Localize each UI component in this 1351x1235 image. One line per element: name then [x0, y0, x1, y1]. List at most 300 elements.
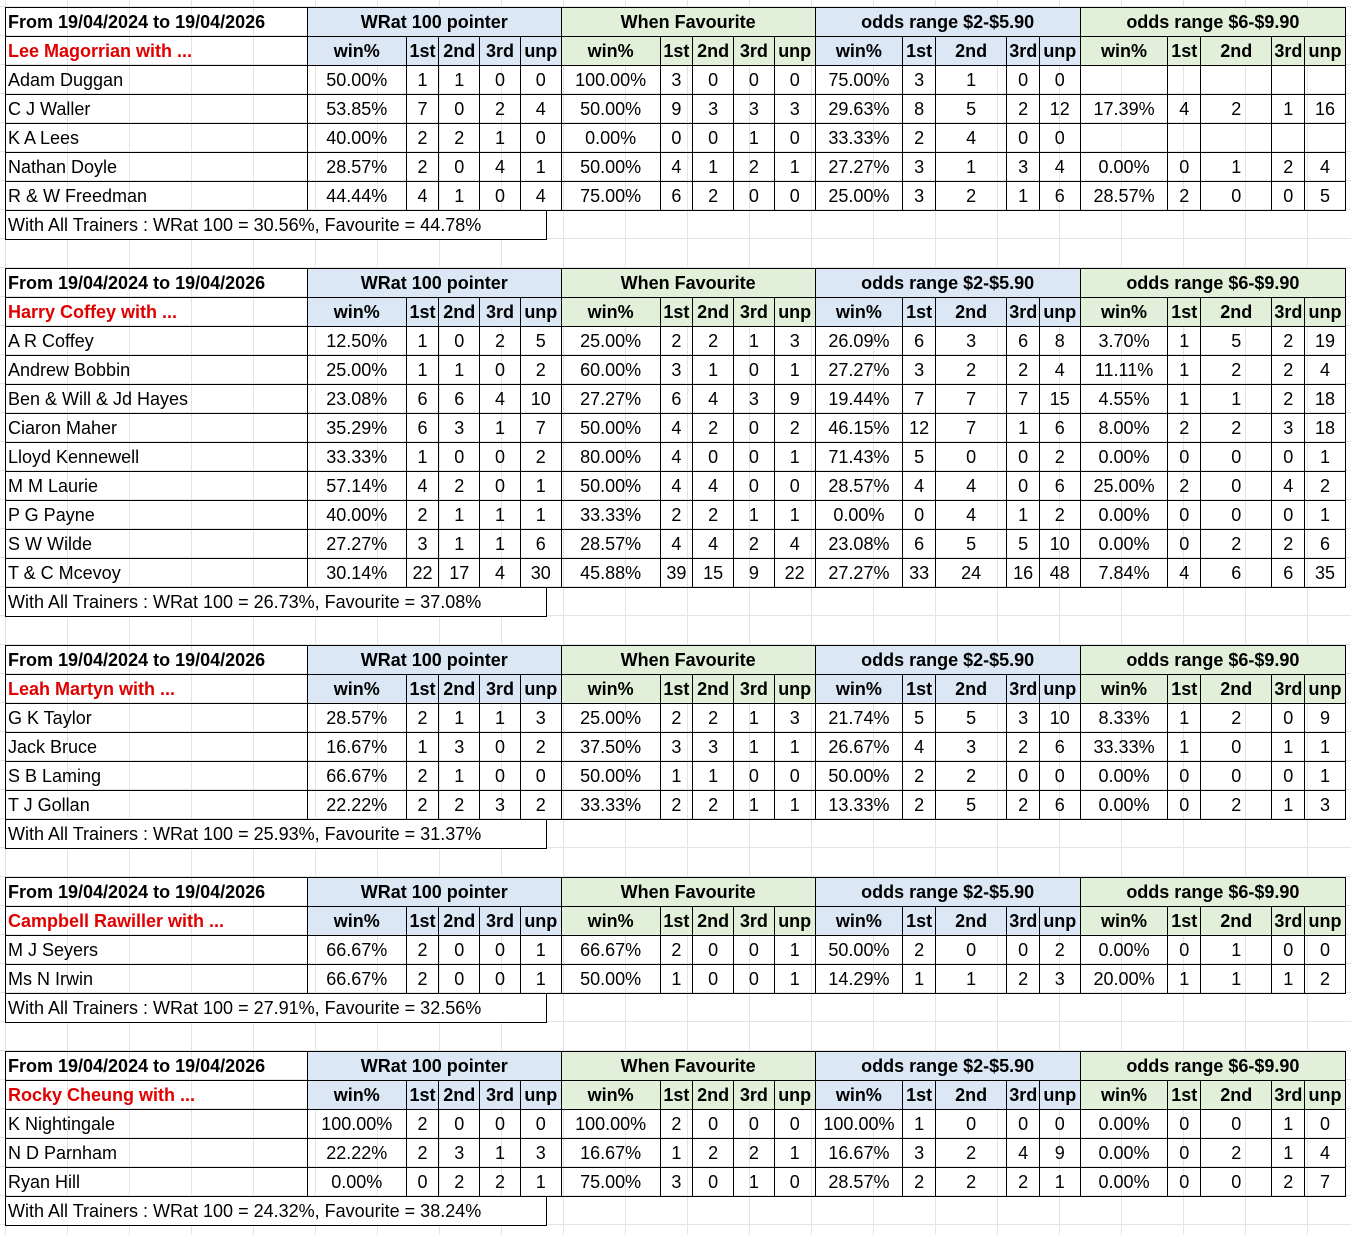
stat-cell: 22.22%: [307, 791, 406, 820]
stat-cell: 8.33%: [1080, 704, 1168, 733]
stat-cell: 6: [1039, 472, 1080, 501]
stat-cell: 15: [1039, 385, 1080, 414]
stat-cell: 0: [439, 936, 480, 965]
stat-cell: 5: [903, 443, 936, 472]
stat-cell: 2: [406, 1110, 439, 1139]
stat-cell: 5: [1007, 530, 1040, 559]
column-header: 2nd: [935, 37, 1006, 66]
stat-cell: 16: [1305, 95, 1346, 124]
stat-cell: 6: [520, 530, 561, 559]
stat-cell: 0: [1201, 472, 1272, 501]
stat-cell: 1: [520, 965, 561, 994]
column-header: win%: [1080, 1081, 1168, 1110]
stat-cell: 0: [1201, 733, 1272, 762]
stat-cell: 46.15%: [815, 414, 903, 443]
stat-cell: 1: [660, 1139, 693, 1168]
stat-cell: 0.00%: [1080, 530, 1168, 559]
column-header: 1st: [660, 1081, 693, 1110]
column-header: 3rd: [1007, 37, 1040, 66]
stat-cell: 0.00%: [1080, 501, 1168, 530]
stat-cell: 11.11%: [1080, 356, 1168, 385]
stat-cell: 66.67%: [307, 762, 406, 791]
stat-cell: 0: [1272, 704, 1305, 733]
stat-cell: 4: [1007, 1139, 1040, 1168]
stat-cell: 1: [406, 327, 439, 356]
column-header: unp: [1305, 298, 1346, 327]
column-header: 1st: [406, 1081, 439, 1110]
stat-cell: 7: [1007, 385, 1040, 414]
stat-cell: 1: [734, 733, 775, 762]
group-header: WRat 100 pointer: [307, 878, 561, 907]
stat-cell: 1: [439, 530, 480, 559]
column-header: unp: [774, 298, 815, 327]
column-header: 1st: [660, 675, 693, 704]
column-header: 3rd: [1272, 298, 1305, 327]
group-header: When Favourite: [561, 878, 815, 907]
stat-cell: 3: [1305, 791, 1346, 820]
table-row: [6, 936, 1346, 965]
stat-cell: 22: [406, 559, 439, 588]
stat-cell: 2: [693, 791, 734, 820]
stat-cell: 1: [734, 704, 775, 733]
jockey-name: Rocky Cheung with ...: [6, 1081, 308, 1110]
column-header: 3rd: [1007, 675, 1040, 704]
column-header: 2nd: [439, 1081, 480, 1110]
stat-cell: 0.00%: [1080, 936, 1168, 965]
stat-cell: 1: [1007, 414, 1040, 443]
column-header: 2nd: [935, 298, 1006, 327]
stat-cell: 1: [1201, 965, 1272, 994]
stat-cell: 12.50%: [307, 327, 406, 356]
stat-cell: 1: [480, 124, 521, 153]
stat-cell: 1: [1168, 733, 1201, 762]
group-header: odds range $6-$9.90: [1080, 8, 1345, 37]
stat-cell: 0: [734, 414, 775, 443]
stat-cell: 44.44%: [307, 182, 406, 211]
stat-cell: 1: [520, 153, 561, 182]
column-header: unp: [1305, 37, 1346, 66]
stat-cell: 1: [439, 704, 480, 733]
column-header: 3rd: [734, 907, 775, 936]
stat-cell: 7: [935, 385, 1006, 414]
stat-cell: 3: [1272, 414, 1305, 443]
trainer-name: K Nightingale: [6, 1110, 308, 1139]
trainer-name: M M Laurie: [6, 472, 308, 501]
column-header: 2nd: [693, 907, 734, 936]
stat-cell: 2: [935, 762, 1006, 791]
stat-cell: 19.44%: [815, 385, 903, 414]
column-header: win%: [561, 298, 660, 327]
stat-cell: 1: [480, 704, 521, 733]
table-row: [6, 733, 1346, 762]
column-header: 2nd: [1201, 907, 1272, 936]
stat-cell: 2: [693, 327, 734, 356]
column-header-row: [6, 675, 1346, 704]
stat-cell: 40.00%: [307, 501, 406, 530]
stat-cell: 1: [774, 1139, 815, 1168]
stat-cell: 10: [1039, 704, 1080, 733]
column-header: 3rd: [480, 907, 521, 936]
table-row: [6, 95, 1346, 124]
stat-cell: 18: [1305, 385, 1346, 414]
stat-cell: 17: [439, 559, 480, 588]
stat-cell: 0: [480, 936, 521, 965]
stat-cell: 0: [935, 443, 1006, 472]
stat-cell: 0: [480, 356, 521, 385]
summary-text: With All Trainers : WRat 100 = 27.91%, Favourite = 32.56%: [5, 994, 547, 1023]
stat-cell: 1: [1305, 443, 1346, 472]
stat-cell: 1: [774, 936, 815, 965]
column-header: 2nd: [439, 675, 480, 704]
stat-cell: 2: [1007, 1168, 1040, 1197]
jockey-block: [5, 877, 1346, 1023]
column-header: 1st: [406, 675, 439, 704]
column-header: unp: [1039, 298, 1080, 327]
stat-cell: 2: [903, 936, 936, 965]
stat-cell: 2: [520, 356, 561, 385]
stat-cell: 1: [935, 153, 1006, 182]
stat-cell: 5: [903, 704, 936, 733]
stat-cell: 0: [734, 1110, 775, 1139]
jockey-name: Campbell Rawiller with ...: [6, 907, 308, 936]
stat-cell: 1: [1305, 733, 1346, 762]
table-row: [6, 559, 1346, 588]
trainer-name: Ms N Irwin: [6, 965, 308, 994]
stat-cell: 1: [1168, 385, 1201, 414]
stat-cell: [1272, 124, 1305, 153]
stat-cell: 13.33%: [815, 791, 903, 820]
stat-cell: 2: [480, 95, 521, 124]
stat-cell: 2: [406, 965, 439, 994]
stat-cell: 0: [439, 965, 480, 994]
stat-cell: 3: [774, 327, 815, 356]
stat-cell: 35: [1305, 559, 1346, 588]
table-row: [6, 530, 1346, 559]
stat-cell: 0: [1305, 936, 1346, 965]
column-header: unp: [1305, 675, 1346, 704]
group-header: WRat 100 pointer: [307, 1052, 561, 1081]
stat-cell: 0: [520, 1110, 561, 1139]
trainer-name: Ben & Will & Jd Hayes: [6, 385, 308, 414]
stat-cell: 0: [1168, 1168, 1201, 1197]
stat-cell: 1: [693, 356, 734, 385]
stat-cell: 3: [480, 791, 521, 820]
stat-cell: 0: [1272, 182, 1305, 211]
group-header-row: [6, 8, 1346, 37]
stat-cell: [1080, 66, 1168, 95]
stat-cell: 1: [734, 1168, 775, 1197]
stat-cell: 0: [480, 1110, 521, 1139]
stat-cell: 2: [903, 124, 936, 153]
stat-cell: 16: [1007, 559, 1040, 588]
stat-cell: 3: [406, 530, 439, 559]
stat-cell: 6: [903, 327, 936, 356]
group-header: odds range $6-$9.90: [1080, 269, 1345, 298]
stat-cell: 2: [1272, 530, 1305, 559]
stat-cell: 4: [693, 385, 734, 414]
column-header: win%: [561, 1081, 660, 1110]
trainer-name: Jack Bruce: [6, 733, 308, 762]
stat-cell: 2: [439, 124, 480, 153]
stat-cell: 4: [660, 414, 693, 443]
stat-cell: 3: [903, 182, 936, 211]
group-header: odds range $2-$5.90: [815, 269, 1080, 298]
stat-cell: 3: [693, 733, 734, 762]
stat-cell: 0: [1007, 472, 1040, 501]
column-header: win%: [561, 675, 660, 704]
stat-cell: 0.00%: [1080, 443, 1168, 472]
group-header: When Favourite: [561, 1052, 815, 1081]
column-header: 1st: [903, 907, 936, 936]
group-header: WRat 100 pointer: [307, 646, 561, 675]
stat-cell: 1: [1201, 153, 1272, 182]
stat-cell: 0: [439, 153, 480, 182]
stat-cell: 4: [903, 472, 936, 501]
stat-cell: 0: [1007, 124, 1040, 153]
stat-cell: 4: [480, 559, 521, 588]
stat-cell: 0: [520, 66, 561, 95]
stat-cell: 2: [1201, 530, 1272, 559]
stat-cell: 2: [660, 704, 693, 733]
stat-cell: 0.00%: [1080, 1139, 1168, 1168]
stat-cell: 7: [406, 95, 439, 124]
stat-cell: 2: [774, 414, 815, 443]
column-header: 3rd: [1007, 1081, 1040, 1110]
stat-cell: 0: [734, 762, 775, 791]
stat-cell: 40.00%: [307, 124, 406, 153]
stat-cell: 80.00%: [561, 443, 660, 472]
stat-cell: 5: [935, 704, 1006, 733]
stats-table: [5, 1051, 1346, 1197]
stat-cell: 2: [1039, 936, 1080, 965]
stat-cell: 50.00%: [307, 66, 406, 95]
stat-cell: 33.33%: [561, 501, 660, 530]
stat-cell: 0: [734, 472, 775, 501]
table-row: [6, 385, 1346, 414]
column-header: win%: [307, 1081, 406, 1110]
column-header-row: [6, 37, 1346, 66]
stat-cell: 1: [903, 965, 936, 994]
stat-cell: 0: [734, 66, 775, 95]
group-header: odds range $6-$9.90: [1080, 646, 1345, 675]
trainer-name: Andrew Bobbin: [6, 356, 308, 385]
stat-cell: 1: [520, 936, 561, 965]
stat-cell: 50.00%: [561, 95, 660, 124]
stat-cell: 0: [693, 124, 734, 153]
stat-cell: 60.00%: [561, 356, 660, 385]
stat-cell: 0: [734, 182, 775, 211]
trainer-name: C J Waller: [6, 95, 308, 124]
stat-cell: 1: [439, 356, 480, 385]
stat-cell: 2: [520, 733, 561, 762]
stat-cell: 28.57%: [815, 472, 903, 501]
stat-cell: 5: [935, 95, 1006, 124]
stat-cell: 27.27%: [815, 153, 903, 182]
column-header: 3rd: [734, 37, 775, 66]
period-label: From 19/04/2024 to 19/04/2026: [6, 269, 308, 298]
column-header: 1st: [903, 675, 936, 704]
stat-cell: 4: [693, 530, 734, 559]
trainer-name: M J Seyers: [6, 936, 308, 965]
jockey-name: Leah Martyn with ...: [6, 675, 308, 704]
stat-cell: 1: [774, 733, 815, 762]
stat-cell: 2: [480, 327, 521, 356]
column-header: 2nd: [693, 675, 734, 704]
stat-cell: 2: [1201, 95, 1272, 124]
stat-cell: 1: [734, 124, 775, 153]
stat-cell: 2: [1201, 356, 1272, 385]
summary-text: With All Trainers : WRat 100 = 30.56%, Favourite = 44.78%: [5, 211, 547, 240]
stat-cell: 3: [935, 327, 1006, 356]
table-row: [6, 1139, 1346, 1168]
column-header: win%: [815, 298, 903, 327]
stat-cell: 3: [660, 733, 693, 762]
stat-cell: 1: [1272, 965, 1305, 994]
stat-cell: 6: [406, 414, 439, 443]
group-header: When Favourite: [561, 8, 815, 37]
stat-cell: 1: [1039, 1168, 1080, 1197]
stat-cell: 100.00%: [561, 66, 660, 95]
stat-cell: 27.27%: [561, 385, 660, 414]
stat-cell: 27.27%: [815, 356, 903, 385]
stat-cell: 1: [1305, 762, 1346, 791]
stat-cell: 0: [1168, 1139, 1201, 1168]
stat-cell: 1: [480, 414, 521, 443]
stat-cell: 1: [480, 530, 521, 559]
jockey-block: [5, 1051, 1346, 1226]
group-header-row: [6, 646, 1346, 675]
table-row: [6, 704, 1346, 733]
stat-cell: 28.57%: [307, 153, 406, 182]
stat-cell: 7: [935, 414, 1006, 443]
column-header: 3rd: [1272, 37, 1305, 66]
stat-cell: 1: [774, 501, 815, 530]
stat-cell: 0: [1039, 762, 1080, 791]
table-row: [6, 1110, 1346, 1139]
stat-cell: 1: [1272, 95, 1305, 124]
trainer-name: Nathan Doyle: [6, 153, 308, 182]
column-header: 1st: [1168, 298, 1201, 327]
stat-cell: 25.00%: [561, 704, 660, 733]
column-header: unp: [1039, 37, 1080, 66]
column-header: 1st: [903, 37, 936, 66]
stat-cell: 2: [903, 762, 936, 791]
stat-cell: 1: [439, 182, 480, 211]
stat-cell: 3: [734, 385, 775, 414]
stat-cell: 3: [520, 704, 561, 733]
stat-cell: 0.00%: [307, 1168, 406, 1197]
stat-cell: 2: [693, 1139, 734, 1168]
stat-cell: 3: [520, 1139, 561, 1168]
stat-cell: 2: [1272, 385, 1305, 414]
stat-cell: 0: [774, 1168, 815, 1197]
stat-cell: 75.00%: [815, 66, 903, 95]
stat-cell: 1: [1007, 182, 1040, 211]
stat-cell: 18: [1305, 414, 1346, 443]
column-header: win%: [815, 907, 903, 936]
stat-cell: 0: [480, 733, 521, 762]
stat-cell: 4: [693, 472, 734, 501]
stat-cell: 2: [1201, 414, 1272, 443]
stat-cell: 1: [1272, 1139, 1305, 1168]
stat-cell: 0: [1168, 530, 1201, 559]
jockey-block: [5, 268, 1346, 617]
stat-cell: 1: [734, 791, 775, 820]
stat-cell: 0: [439, 327, 480, 356]
stat-cell: 1: [520, 472, 561, 501]
stat-cell: 1: [774, 965, 815, 994]
stat-cell: 0: [693, 1110, 734, 1139]
trainer-name: T J Gollan: [6, 791, 308, 820]
stat-cell: 28.57%: [1080, 182, 1168, 211]
stat-cell: 6: [1039, 733, 1080, 762]
column-header: unp: [774, 907, 815, 936]
period-label: From 19/04/2024 to 19/04/2026: [6, 646, 308, 675]
stat-cell: 17.39%: [1080, 95, 1168, 124]
stat-cell: 0: [774, 66, 815, 95]
stat-cell: 3: [660, 66, 693, 95]
stat-cell: 2: [1168, 182, 1201, 211]
stat-cell: 2: [406, 1139, 439, 1168]
column-header: win%: [1080, 298, 1168, 327]
column-header: 2nd: [439, 907, 480, 936]
stat-cell: 2: [406, 791, 439, 820]
stat-cell: 2: [693, 182, 734, 211]
stats-table: [5, 877, 1346, 994]
stat-cell: 0: [1039, 66, 1080, 95]
stat-cell: 2: [1007, 791, 1040, 820]
column-header: 3rd: [1272, 675, 1305, 704]
stat-cell: 3: [439, 1139, 480, 1168]
stat-cell: 2: [1168, 472, 1201, 501]
column-header-row: [6, 1081, 1346, 1110]
stat-cell: 2: [406, 153, 439, 182]
stat-cell: 2: [693, 414, 734, 443]
stat-cell: 50.00%: [561, 472, 660, 501]
stat-cell: 26.67%: [815, 733, 903, 762]
stat-cell: 4: [935, 124, 1006, 153]
stat-cell: 2: [734, 530, 775, 559]
stat-cell: 66.67%: [307, 965, 406, 994]
stat-cell: 3: [774, 704, 815, 733]
trainer-name: A R Coffey: [6, 327, 308, 356]
stat-cell: 5: [935, 791, 1006, 820]
stat-cell: 2: [935, 182, 1006, 211]
stat-cell: 0: [480, 182, 521, 211]
stat-cell: 4: [480, 385, 521, 414]
column-header: win%: [307, 298, 406, 327]
column-header: unp: [1305, 1081, 1346, 1110]
stat-cell: 6: [1272, 559, 1305, 588]
stat-cell: 6: [439, 385, 480, 414]
column-header: unp: [520, 1081, 561, 1110]
stat-cell: 2: [1201, 1139, 1272, 1168]
stat-cell: 2: [439, 791, 480, 820]
stat-cell: 2: [903, 1168, 936, 1197]
column-header: 1st: [903, 1081, 936, 1110]
table-row: [6, 791, 1346, 820]
stat-cell: 16.67%: [561, 1139, 660, 1168]
stat-cell: 1: [903, 1110, 936, 1139]
stat-cell: 0: [480, 472, 521, 501]
stat-cell: 4: [520, 95, 561, 124]
column-header-row: [6, 907, 1346, 936]
stat-cell: 3: [1039, 965, 1080, 994]
stat-cell: 1: [935, 66, 1006, 95]
column-header: 2nd: [439, 37, 480, 66]
stat-cell: 22: [774, 559, 815, 588]
stat-cell: 4: [1305, 1139, 1346, 1168]
